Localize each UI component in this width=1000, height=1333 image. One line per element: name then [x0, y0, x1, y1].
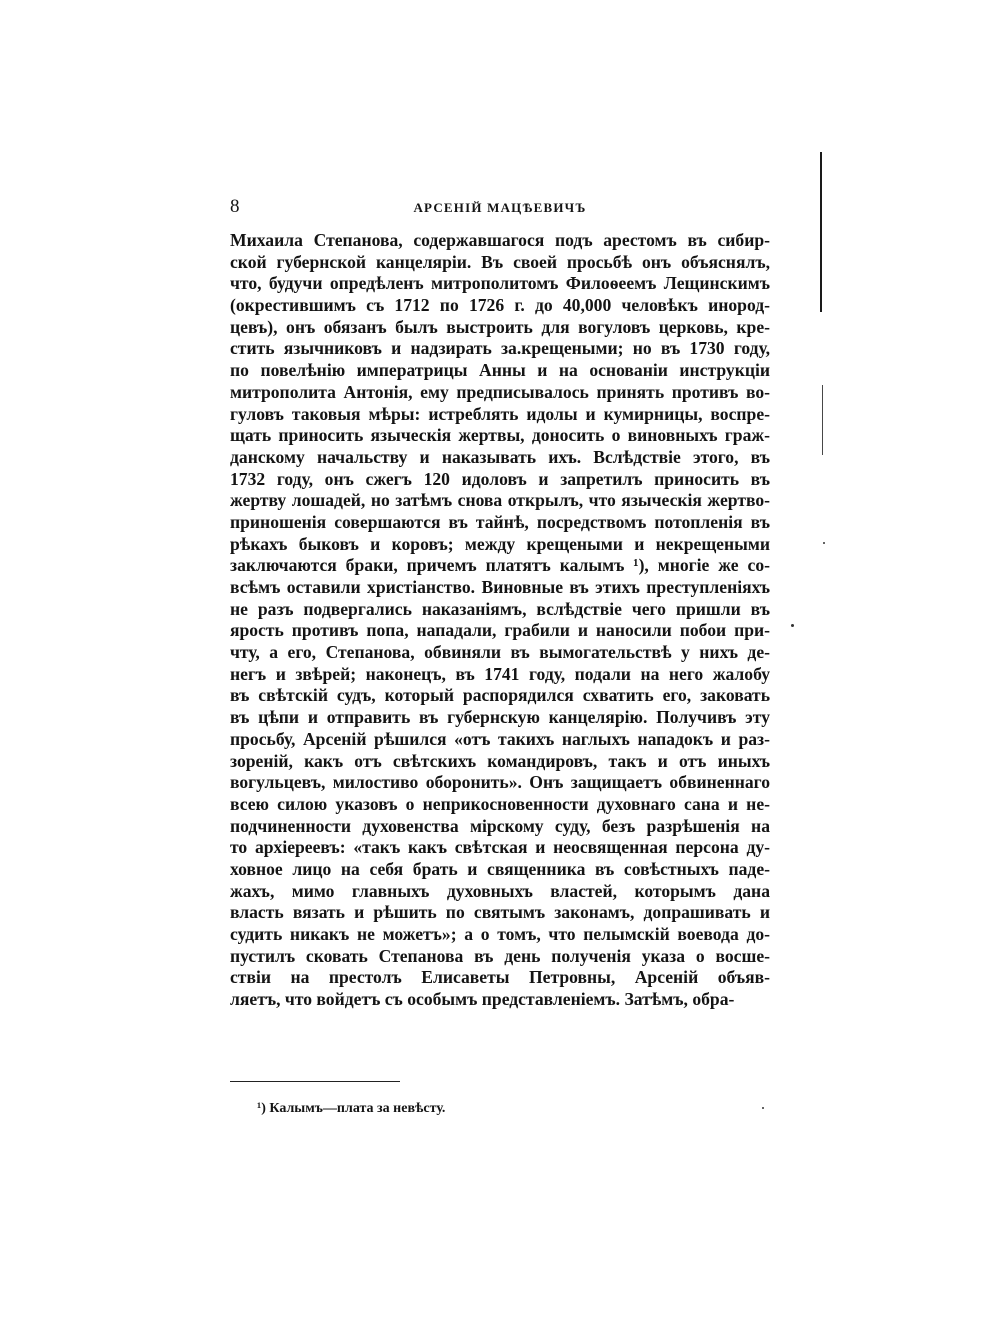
text-line: ярость противъ попа, нападали, грабили и наносили побои при-	[230, 620, 770, 641]
text-line: чту, а его, Степанова, обвиняли въ вымогательствѣ у нихъ де-	[230, 642, 770, 663]
text-line: судить никакъ не можетъ»; а о томъ, что пелымскій воевода до-	[230, 924, 770, 944]
text-line: власть вязать и рѣшить по святымъ законамъ, допрашивать и	[230, 902, 770, 923]
text-line: цевъ), онъ обязанъ былъ выстроить для вогуловъ церковь, кре-	[230, 316, 770, 337]
text-line: гуловъ таковыя мѣры: истреблять идолы и кумирницы, воспре-	[230, 403, 770, 424]
page-number: 8	[230, 196, 240, 217]
text-line: щать приносить языческія жертвы, доносить о виновныхъ граж-	[230, 425, 770, 446]
page-header	[230, 196, 770, 220]
text-line: жертву лошадей, но затѣмъ снова открылъ, что языческія жертво-	[230, 490, 770, 511]
footnote-rule	[230, 1081, 400, 1082]
text-line: всѣмъ оставили христіанство. Виновные въ этихъ преступленіяхъ	[230, 577, 770, 597]
text-line: ствіи на престолъ Елисаветы Петровны, Арсеній объяв-	[230, 967, 770, 988]
text-line: ской губернской канцеляріи. Въ своей просьбѣ онъ объяснялъ,	[230, 251, 770, 272]
print-speck	[762, 1107, 764, 1109]
text-line: въ цѣпи и отправить въ губернскую канцелярію. Получивъ эту	[230, 707, 770, 728]
running-title: АРСЕНІЙ МАЦѢЕВИЧЪ	[413, 200, 587, 215]
page-edge-line	[822, 385, 823, 455]
page-edge-line	[820, 152, 822, 312]
text-line: въ свѣтскій судъ, который распорядился схватить его, заковать	[230, 685, 770, 706]
text-line: пустилъ сковать Степанова въ день полученія указа о восше-	[230, 945, 770, 966]
text-line: то архіереевъ: «такъ какъ свѣтская и неосвященная персона ду-	[230, 837, 770, 858]
text-line: заключаются браки, причемъ платятъ калымъ ¹), многіе же со-	[230, 555, 770, 576]
print-speck	[791, 624, 794, 627]
text-line: (окрестившимъ съ 1712 по 1726 г. до 40,000 человѣкъ инород-	[230, 295, 770, 316]
text-line: ховное лицо на себя брать и священника въ совѣстныхъ паде-	[230, 858, 770, 879]
text-line: митрополита Антонія, ему предписывалось принять противъ во-	[230, 381, 770, 402]
print-speck	[823, 542, 825, 544]
text-line: стить язычниковъ и надзирать за.крещеными; но въ 1730 году,	[230, 338, 770, 359]
text-line: зореній, какъ отъ свѣтскихъ командировъ, такъ и отъ иныхъ	[230, 750, 770, 771]
text-line: приношенія совершаются въ тайнѣ, посредствомъ потопленія въ	[230, 511, 770, 532]
text-line: просьбу, Арсеній рѣшился «отъ такихъ наглыхъ нападокъ и раз-	[230, 728, 770, 749]
body-text	[230, 230, 770, 1011]
text-line: негъ и звѣрей; наконецъ, въ 1741 году, подали на него жалобу	[230, 663, 770, 684]
text-line: Михаила Степанова, содержавшагося подъ арестомъ въ сибир-	[230, 230, 770, 250]
text-line: жахъ, мимо главныхъ духовныхъ властей, которымъ дана	[230, 880, 770, 901]
text-line: 1732 году, онъ сжегъ 120 идоловъ и запретилъ приносить въ	[230, 468, 770, 489]
text-line: по повелѣнію императрицы Анны и на основаніи инструкціи	[230, 360, 770, 381]
text-line: подчиненности духовенства мірскому суду, безъ разрѣшенія на	[230, 815, 770, 836]
text-line: данскому начальству и наказывать ихъ. Вслѣдствіе этого, въ	[230, 446, 770, 467]
text-line: вогульцевъ, милостиво оборонить». Онъ защищаетъ обвиненнаго	[230, 772, 770, 793]
text-line: ляетъ, что войдетъ съ особымъ представленіемъ. Затѣмъ, обра-	[230, 989, 735, 1010]
text-line: не разъ подвергались наказаніямъ, вслѣдствіе чего пришли въ	[230, 598, 770, 619]
text-line: всею силою указовъ о неприкосновенности духовнаго сана и не-	[230, 793, 770, 814]
text-line: что, будучи опредѣленъ митрополитомъ Филоѳеемъ Лещинскимъ	[230, 273, 770, 294]
footnote: ¹) Калымъ—плата за невѣсту.	[257, 1101, 446, 1116]
text-line: рѣкахъ быковъ и коровъ; между крещеными и некрещеными	[230, 533, 770, 554]
